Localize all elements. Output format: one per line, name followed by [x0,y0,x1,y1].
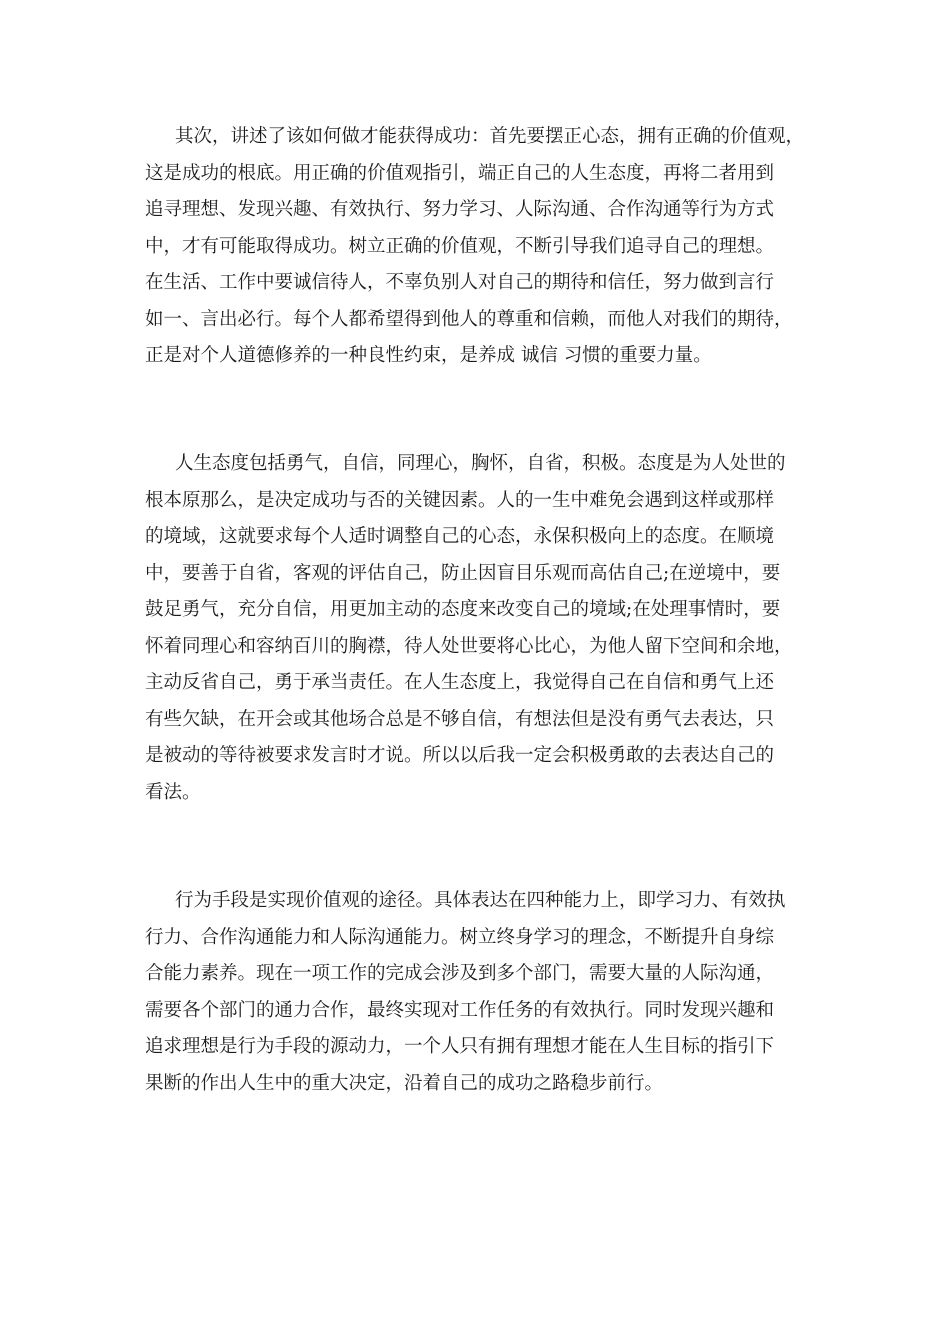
paragraph-line: 行力、合作沟通能力和人际沟通能力。树立终身学习的理念，不断提升自身综 [145,926,775,948]
paragraph-line: 行为手段是实现价值观的途径。具体表达在四种能力上，即学习力、有效执 [175,890,786,911]
paragraph-behavior [145,883,815,1102]
paragraph-line: 有些欠缺，在开会或其他场合总是不够自信，有想法但是没有勇气去表达，只 [145,708,775,730]
paragraph-line: 追求理想是行为手段的源动力，一个人只有拥有理想才能在人生目标的指引下 [145,1036,775,1057]
paragraph-line: 需要各个部门的通力合作，最终实现对工作任务的有效执行。同时发现兴趣和 [145,999,775,1021]
paragraph-line: 中，才有可能取得成功。树立正确的价值观，不断引导我们追寻自己的理想。 [145,235,775,257]
paragraph-line: 人生态度包括勇气，自信，同理心，胸怀，自省，积极。态度是为人处世的 [175,453,786,474]
paragraph-line: 其次，讲述了该如何做才能获得成功：首先要摆正心态，拥有正确的价值观， [175,126,805,147]
paragraph-line: 如一、言出必行。每个人都希望得到他人的尊重和信赖，而他人对我们的期待， [145,308,793,330]
paragraph-attitude [145,446,815,811]
paragraph-line: 追寻理想、发现兴趣、有效执行、努力学习、人际沟通、合作沟通等行为方式 [145,199,775,220]
paragraph-line: 主动反省自己，勇于承当责任。在人生态度上，我觉得自己在自信和勇气上还 [145,672,775,693]
paragraph-line: 正是对个人道德修养的一种良性约束，是养成 诚信 习惯的重要力量。 [145,345,712,366]
paragraph-line: 在生活、工作中要诚信待人，不辜负别人对自己的期待和信任，努力做到言行 [145,272,775,293]
paragraph-line: 看法。 [145,781,201,803]
paragraph-line: 的境域，这就要求每个人适时调整自己的心态，永保积极向上的态度。在顺境 [145,526,775,547]
paragraph-line: 鼓足勇气，充分自信，用更加主动的态度来改变自己的境域;在处理事情时，要 [145,599,781,620]
paragraph-line: 果断的作出人生中的重大决定，沿着自己的成功之路稳步前行。 [145,1072,664,1094]
paragraph-line: 合能力素养。现在一项工作的完成会涉及到多个部门，需要大量的人际沟通， [145,963,775,984]
paragraph-line: 怀着同理心和容纳百川的胸襟，待人处世要将心比心，为他人留下空间和余地， [145,635,793,657]
paragraph-line: 根本原那么，是决定成功与否的关键因素。人的一生中难免会遇到这样或那样 [145,489,775,511]
paragraph-values [145,119,815,375]
paragraph-line: 这是成功的根底。用正确的价值观指引，端正自己的人生态度，再将二者用到 [145,162,775,184]
paragraph-line: 中，要善于自省，客观的评估自己，防止因盲目乐观而高估自己;在逆境中，要 [145,562,781,584]
paragraph-line: 是被动的等待被要求发言时才说。所以以后我一定会积极勇敢的去表达自己的 [145,745,775,766]
